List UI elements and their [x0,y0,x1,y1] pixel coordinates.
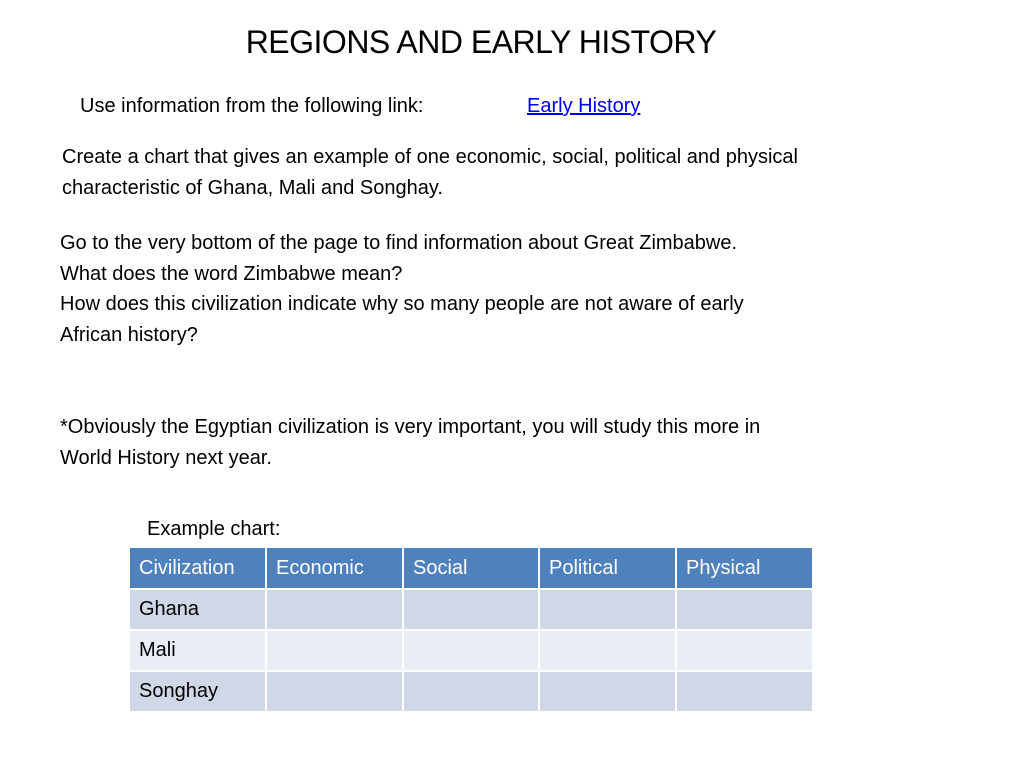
table-cell: Mali [129,630,266,671]
table-cell: Songhay [129,671,266,712]
column-header: Civilization [129,547,266,589]
zimbabwe-questions-line: How does this civilization indicate why so many people are not aware of early [60,293,744,315]
link-instruction [80,95,641,118]
chart-instructions-line: characteristic of Ghana, Mali and Songhay. [62,176,443,199]
column-header: Social [403,547,539,589]
egypt-note-line: World History next year. [60,446,272,469]
table-cell [266,630,403,671]
example-chart-label: Example chart: [147,518,281,540]
table-cell [403,671,539,712]
table-cell [403,589,539,630]
table-cell [539,589,676,630]
table-cell [266,671,403,712]
chart-instructions-line: Create a chart that gives an example of one economic, social, political and physical [62,146,798,168]
column-header: Political [539,547,676,589]
early-history-link[interactable]: Early History [527,95,641,117]
table-header-row [129,547,813,589]
table-cell [403,630,539,671]
table-row [129,630,813,671]
table-cell [676,630,813,671]
link-instruction-label: Use information from the following link: [80,95,424,117]
table-cell [539,630,676,671]
table-row [129,671,813,712]
zimbabwe-questions [60,228,960,350]
table-cell [676,671,813,712]
column-header: Economic [266,547,403,589]
zimbabwe-questions-line: African history? [60,323,198,346]
table-cell [676,589,813,630]
chart-instructions [62,142,962,203]
egypt-note [60,412,960,473]
zimbabwe-questions-line: What does the word Zimbabwe mean? [60,262,403,285]
table-cell [266,589,403,630]
table-row [129,589,813,630]
egypt-note-line: *Obviously the Egyptian civilization is very important, you will study this more in [60,416,761,438]
zimbabwe-questions-line: Go to the very bottom of the page to find information about Great Zimbabwe. [60,232,738,254]
example-chart-table [128,546,814,713]
table-cell: Ghana [129,589,266,630]
column-header: Physical [676,547,813,589]
slide-title: REGIONS AND EARLY HISTORY [245,24,717,60]
table-cell [539,671,676,712]
